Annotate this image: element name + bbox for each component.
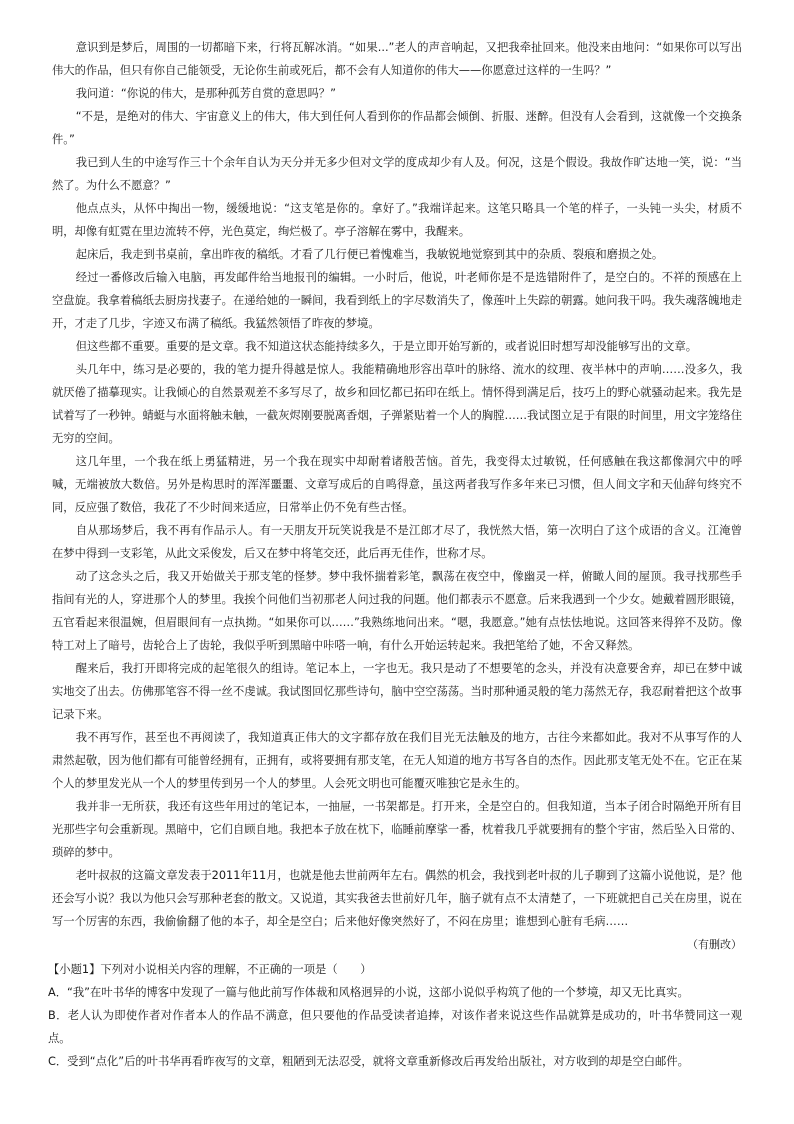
document-page bbox=[48, 36, 742, 1073]
option-c: C．受到“点化”后的叶书华再看昨夜写的文章，粗陋到无法忍受，就将文章重新修改后再发给出版社，对方收到的却是空白邮件。 bbox=[48, 1055, 689, 1068]
story-paragraph: 自从那场梦后，我不再有作品示人。有一天朋友开玩笑说我是不是江郎才尽了，我恍然大悟，第一次明白了这个成语的含义。江淹曾在梦中得到一支彩笔，从此文采俊发，后又在梦中将笔交还，此后再无佳作，世称才尽。 bbox=[52, 524, 742, 560]
story-paragraph: 我不再写作，甚至也不再阅读了，我知道真正伟大的文字都存放在我们目光无法触及的地方，古往今来都如此。我对不从事写作的人肃然起敬，因为他们都有可能曾经拥有，正拥有，或将要拥有那支笔，在无人知道的地方书写各自的杰作。因此那支笔无处不在。它正在某个人的梦里发光从一个人的梦里传到另一个人的梦里。人会死文明也可能覆灭唯独它是永生的。 bbox=[52, 731, 742, 790]
story-paragraph: 但这些都不重要。重要的是文章。我不知道这状态能持续多久，于是立即开始写新的，或者说旧时想写却没能够写出的文章。 bbox=[75, 340, 698, 353]
story-paragraph: 这几年里，一个我在纸上勇猛精进，另一个我在现实中却耐着诸般苦恼。首先，我变得太过敏锐，任何感触在我这都像洞穴中的呼喊，无端被放大数倍。另外是构思时的浑浑噩噩、文章写成后的自鸣得意，虽这两者我写作多年来已习惯，但人间文字和天仙辞句终究不同，反应强了数倍，我花了不少时间来适应，日常举止仍不免有些古怪。 bbox=[52, 455, 742, 514]
question-block bbox=[48, 958, 742, 1073]
story-paragraph: 动了这念头之后，我又开始做关于那支笔的怪梦。梦中我怀揣着彩笔，飘荡在夜空中，像幽灵一样，俯瞰人间的屋顶。我寻找那些手指间有光的人，穿进那个人的梦里。我挨个问他们当初那老人问过我的问题。他们都表示不愿意。后来我遇到一个少女。她戴着圆形眼镜，五官看起来很温婉，但眉眼间有一点执拗。“如果你可以……”我熟练地问出来。“嗯，我愿意。”她有点怯怯地说。这回答来得猝不及防。像特工对上了暗号，齿轮合上了齿轮，我似乎听到黑暗中咔嗒一响，有什么开始运转起来。我把笔给了她，不舍又释然。 bbox=[52, 570, 742, 652]
story-paragraph: 我问道：“你说的伟大，是那种孤芳自赏的意思吗？” bbox=[75, 87, 336, 100]
option-a: A．“我”在叶书华的博客中发现了一篇与他此前写作体裁和风格迥异的小说，这部小说似乎构筑了他的一个梦境，却又无比真实。 bbox=[48, 986, 689, 999]
story-paragraph: 我已到人生的中途写作三十个余年自认为天分并无多少但对文学的度成却少有人及。何况，这是个假设。我故作旷达地一笑，说：“当然了。为什么不愿意？” bbox=[52, 156, 742, 192]
story-paragraph: 他点点头，从怀中掏出一物，缓缓地说：“这支笔是你的。拿好了。”我端详起来。这笔只略具一个笔的样子，一头钝一头尖，材质不明，却像有虹霓在里边流转不停，光色莫定，绚烂极了。亭子溶解在雾中，我醒来。 bbox=[52, 202, 742, 238]
question-prompt: 【小题1】下列对小说相关内容的理解，不正确的一项是（ ） bbox=[48, 963, 372, 976]
story-paragraph: 老叶叔叔的这篇文章发表于2011年11月，也就是他去世前两年左右。偶然的机会，我找到老叶叔的儿子聊到了这篇小说他说，是？他还会写小说？我以为他只会写那种老套的散文。又说道，其实我爸去世前好几年，脑子就有点不太清楚了，一下班就把自己关在房里，说在写一个厉害的东西，我偷偷翻了他的本子，却全是空白；后来他好像突然好了，不闷在房里；谁想到心脏有毛病…… bbox=[52, 869, 742, 928]
story-paragraph: 我并非一无所获，我还有这些年用过的笔记本，一抽屉，一书架都是。打开来，全是空白的。但我知道，当本子闭合时隔绝开所有目光那些字句会重新现。黑暗中，它们自顾自地。我把本子放在枕下，临睡前摩挲一番，枕着我几乎就要拥有的整个宇宙，然后坠入日常的、琐碎的梦中。 bbox=[52, 800, 742, 859]
option-b: B．老人认为即使作者对作者本人的作品不满意，但只要他的作品受读者追捧，对该作者来说这些作品就算是成功的，叶书华赞同这一观点。 bbox=[48, 1009, 742, 1045]
story-paragraph: 头几年中，练习是必要的，我的笔力提升得越是惊人。我能精确地形容出草叶的脉络、流水的纹理、夜半林中的声响……没多久，我就厌倦了描摹现实。让我倾心的自然景观差不多写尽了，故乡和回忆都已拓印在纸上。情怀得到满足后，技巧上的野心就骚动起来。我先是试着写了一秒钟。蜻蜓与水面将触未触，一截灰烬刚要脱离香烟，子弹紧贴着一个人的胸膛……我试图立足于有限的时间里，用文字笼络住无穷的空间。 bbox=[52, 363, 742, 445]
story-paragraph: “不是，是绝对的伟大、宇宙意义上的伟大，伟大到任何人看到你的作品都会倾倒、折服、迷醉。但没有人会看到，这就像一个交换条件。” bbox=[52, 110, 742, 146]
edit-note: （有删改） bbox=[687, 938, 742, 951]
story-paragraph: 意识到是梦后，周围的一切都暗下来，行将瓦解冰消。“如果...”老人的声音响起，又把我牵扯回来。他没来由地问：“如果你可以写出伟大的作品，但只有你自己能领受，无论你生前或死后，都不会有人知道你的伟大——你愿意过这样的一生吗？” bbox=[52, 41, 742, 77]
story-paragraph: 起床后，我走到书桌前，拿出昨夜的稿纸。才看了几行便已着愧难当，我敏锐地觉察到其中的杂质、裂痕和磨损之处。 bbox=[75, 248, 664, 261]
story-paragraph: 醒来后，我打开即将完成的起笔很久的组诗。笔记本上，一字也无。我只是动了不想要笔的念头，并没有决意要舍弃，却已在梦中诚实地交了出去。仿佛那笔容不得一丝不虔诚。我试图回忆那些诗句，脑中空空荡荡。当时那种通灵般的笔力荡然无存，我忍耐着把这个故事记录下来。 bbox=[52, 662, 742, 721]
story-paragraph: 经过一番修改后输入电脑，再发邮件给当地报刊的编辑。一小时后，他说，叶老师你是不是选错附件了，是空白的。不祥的预感在上空盘旋。我拿着稿纸去厨房找妻子。在递给她的一瞬间，我看到纸上的字尽数消失了，像莲叶上失踪的朝露。她问我干吗。我失魂落魄地走开，才走了几步，字迹又布满了稿纸。我猛然领悟了昨夜的梦境。 bbox=[52, 271, 742, 330]
